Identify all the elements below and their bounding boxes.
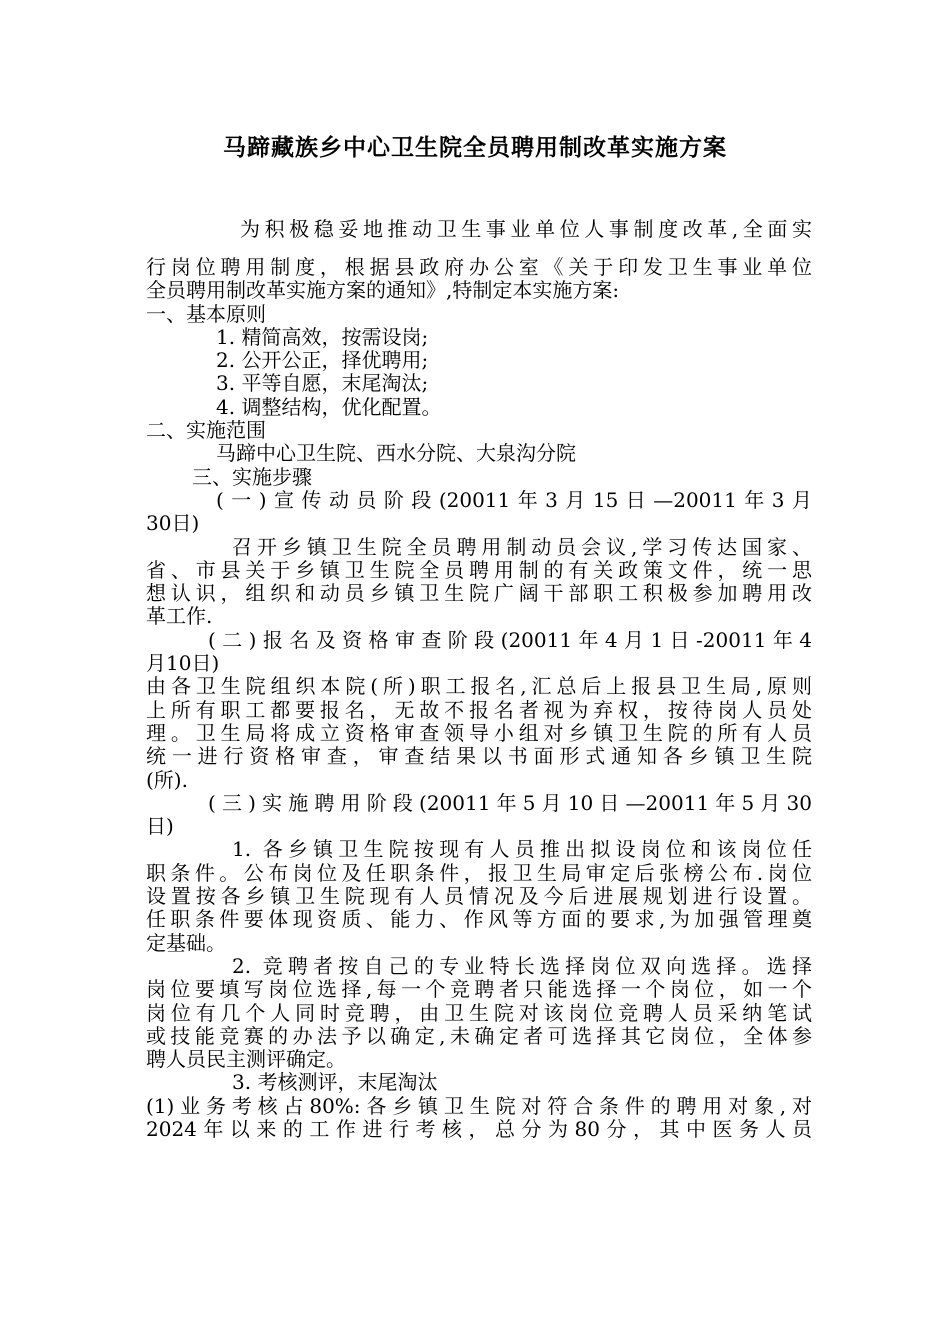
text-line: 设置按各乡镇卫生院现有人员情况及今后进展规划进行设置。 xyxy=(146,884,812,909)
text-line: 理。卫生局将成立资格审查领导小组对乡镇卫生院的所有人员 xyxy=(146,720,812,745)
text-line: 上所有职工都要报名，无故不报名者视为弃权，按待岗人员处 xyxy=(146,697,812,722)
text-line: 岗位有几个人同时竞聘，由卫生院对该岗位竞聘人员采纳笔试 xyxy=(146,1000,812,1025)
list-item: 2. 公开公正，择优聘用; xyxy=(216,348,429,373)
text-line: 行岗位聘用制度，根据县政府办公室《关于印发卫生事业单位 xyxy=(146,255,812,279)
section-heading: 三、实施步骤 xyxy=(192,464,312,489)
main-body xyxy=(146,256,812,1141)
intro-paragraph xyxy=(146,218,812,241)
text-line: 统一进行资格审查，审查结果以书面形式通知各乡镇卫生院 xyxy=(146,744,812,769)
text-line: 职条件。公布岗位及任职条件，报卫生局审定后张榜公布.岗位 xyxy=(146,860,812,885)
list-item: 4. 调整结构，优化配置。 xyxy=(216,394,442,419)
text-line: (所). xyxy=(146,767,188,792)
phase-heading: 月10日) xyxy=(146,651,220,676)
text-line: 1. 各乡镇卫生院按现有人员推出拟设岗位和该岗位任 xyxy=(232,837,812,862)
text-line: 聘人员民主测评确定。 xyxy=(146,1047,346,1072)
phase-heading: (三)实施聘用阶段(20011年5月10日—20011年5月30 xyxy=(208,790,812,815)
text-line: 2. 竞聘者按自己的专业特长选择岗位双向选择。选择 xyxy=(232,953,812,978)
text-line: 省、市县关于乡镇卫生院全员聘用制的有关政策文件，统一思 xyxy=(146,557,812,582)
text-line: 全员聘用制改革实施方案的通知》,特制定本实施方案: xyxy=(146,278,620,303)
section-content: 马蹄中心卫生院、西水分院、大泉沟分院 xyxy=(216,441,576,466)
text-line: 由各卫生院组织本院(所)职工报名,汇总后上报县卫生局,原则 xyxy=(146,674,812,699)
text-line: 岗位要填写岗位选择,每一个竞聘者只能选择一个岗位，如一个 xyxy=(146,977,812,1002)
text-line: 或技能竞赛的办法予以确定,未确定者可选择其它岗位，全体参 xyxy=(146,1023,812,1048)
phase-heading: 30日) xyxy=(146,511,200,536)
text-line: 革工作. xyxy=(146,604,213,629)
phase-heading: (一)宣传动员阶段(20011年3月15日—20011年3月 xyxy=(216,487,812,512)
text-line: 2024年以来的工作进行考核，总分为80分，其中医务人员 xyxy=(146,1116,812,1141)
list-item: 1. 精简高效，按需设岗; xyxy=(216,324,429,349)
text-line: 想认识，组织和动员乡镇卫生院广阔干部职工积极参加聘用改 xyxy=(146,581,812,606)
document-title: 马蹄藏族乡中心卫生院全员聘用制改革实施方案 xyxy=(223,134,727,161)
text-line: 任职条件要体现资质、能力、作风等方面的要求,为加强管理奠 xyxy=(146,907,812,932)
section-heading: 二、实施范围 xyxy=(146,418,266,443)
text-line: (1)业务考核占80%:各乡镇卫生院对符合条件的聘用对象,对 xyxy=(146,1093,812,1118)
section-heading: 一、基本原则 xyxy=(146,301,266,326)
subsection-heading: 3. 考核测评，末尾淘汰 xyxy=(232,1070,438,1095)
text-line: 定基础。 xyxy=(146,930,226,955)
text-line: 召开乡镇卫生院全员聘用制动员会议,学习传达国家、 xyxy=(232,534,812,559)
text-line: 为积极稳妥地推动卫生事业单位人事制度改革,全面实 xyxy=(240,217,812,241)
phase-heading: (二)报名及资格审查阶段(20011年4月1日-20011年4 xyxy=(208,627,812,652)
phase-heading: 日) xyxy=(146,814,174,839)
list-item: 3. 平等自愿，末尾淘汰; xyxy=(216,371,429,396)
